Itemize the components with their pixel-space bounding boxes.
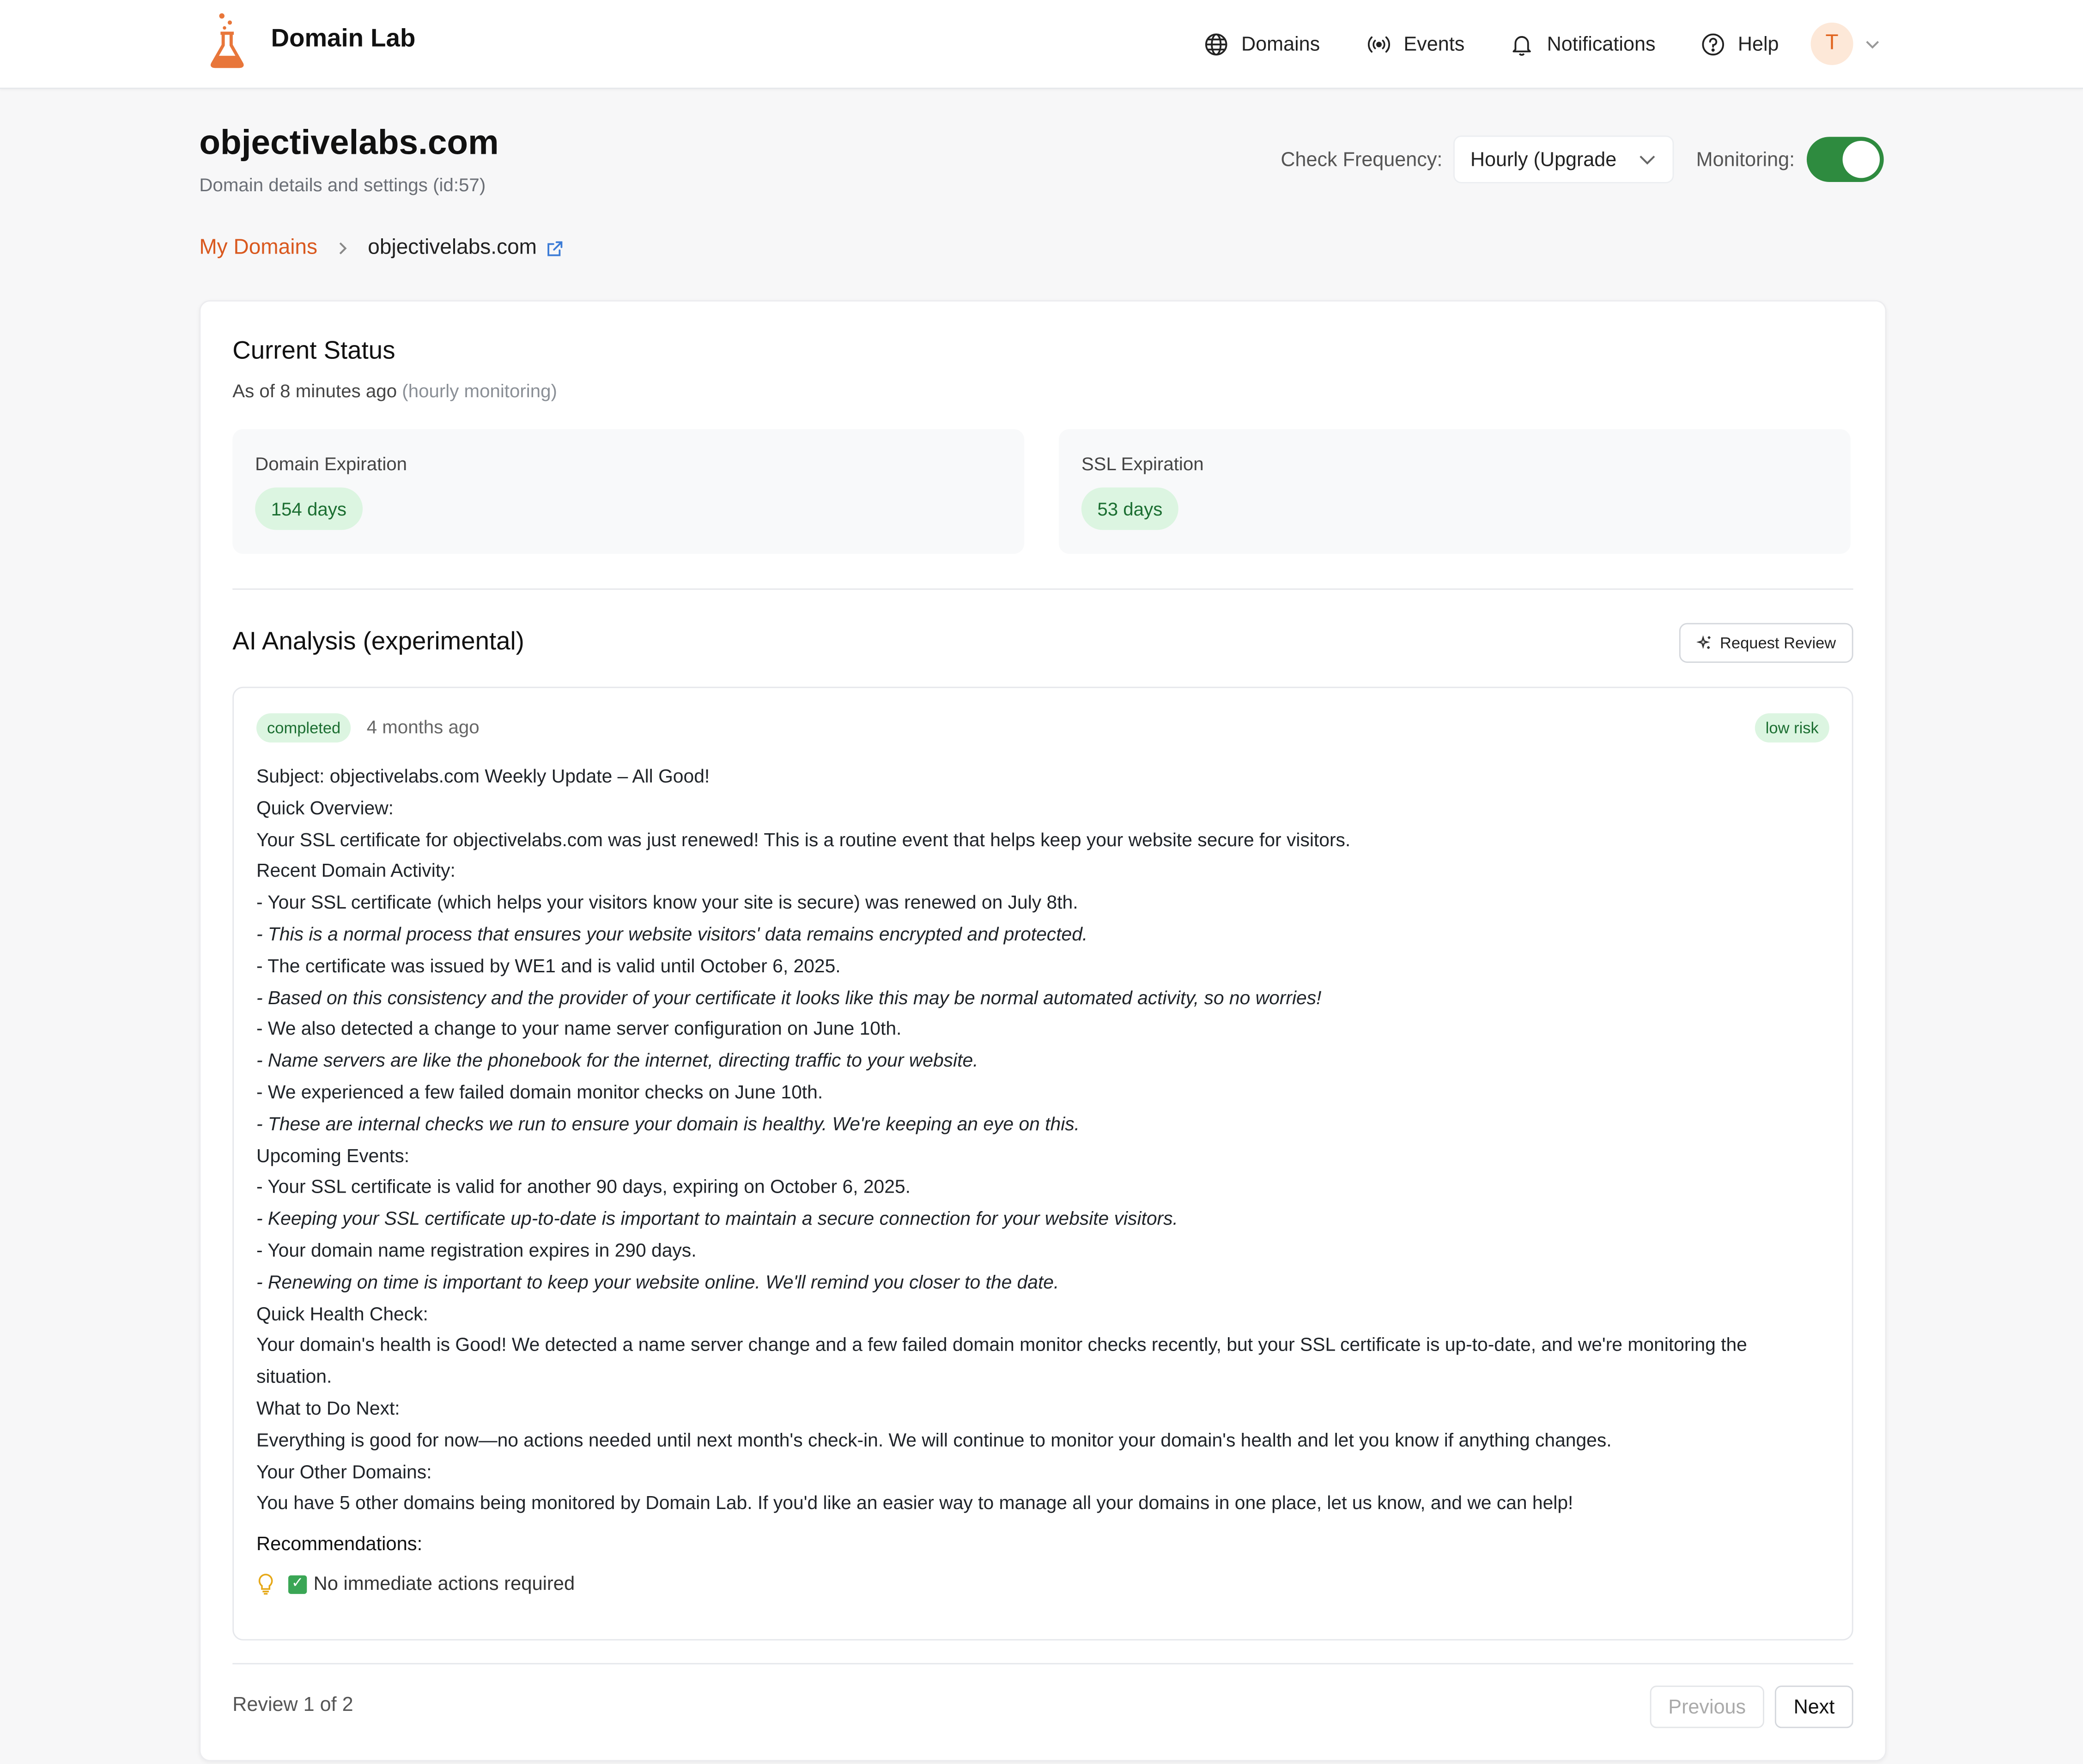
analysis-line: Quick Health Check: (256, 1303, 428, 1325)
avatar: T (1811, 23, 1853, 65)
analysis-line: You have 5 other domains being monitored by Domain Lab. If you'd like an easier way to manage all your domains in one place, let us know, and we can help! (256, 1493, 1573, 1515)
breadcrumb-my-domains[interactable]: My Domains (199, 236, 318, 259)
analysis-time: 4 months ago (366, 716, 480, 738)
analysis-line: - Keeping your SSL certificate up-to-date is important to maintain a secure connection for your website visitors. (256, 1209, 1178, 1231)
analysis-line: - This is a normal process that ensures your website visitors' data remains encrypted and protected. (256, 924, 1088, 946)
user-menu[interactable] (1811, 23, 1881, 65)
check-frequency-label: Check Frequency: (1281, 148, 1443, 171)
analysis-line: Quick Overview: (256, 798, 394, 819)
page-title: objectivelabs.com (199, 122, 499, 162)
risk-badge: low risk (1755, 713, 1829, 742)
status-as-of: As of 8 minutes ago (232, 380, 397, 401)
check-mark-icon: ✓ (288, 1575, 307, 1593)
analysis-line: - We also detected a change to your name server configuration on June 10th. (256, 1019, 902, 1041)
analysis-line: - These are internal checks we run to ensure your domain is healthy. We're keeping an eye on this. (256, 1114, 1080, 1136)
domain-details-card (199, 300, 1886, 1761)
status-timestamp (232, 380, 557, 401)
analysis-line: - Your SSL certificate is valid for another 90 days, expiring on October 6, 2025. (256, 1177, 911, 1199)
next-button[interactable]: Next (1775, 1685, 1853, 1728)
analysis-line: Your domain's health is Good! We detected a name server change and a few failed domain monitor checks recently, but your SSL certificate is up-to-date, and we're monitoring the situation. (256, 1335, 1747, 1388)
domain-expiration-box (232, 429, 1024, 554)
toggle-knob (1843, 141, 1880, 178)
analysis-line: Recent Domain Activity: (256, 861, 455, 883)
monitoring-controls (1281, 135, 1883, 183)
chevron-down-icon (1638, 150, 1656, 169)
external-link-icon[interactable] (545, 238, 565, 258)
check-frequency-select[interactable] (1453, 135, 1673, 183)
lightbulb-icon (256, 1573, 275, 1595)
nav-domains[interactable] (1204, 31, 1320, 57)
nav-notifications-label: Notifications (1547, 32, 1656, 55)
broadcast-icon (1365, 31, 1392, 57)
nav-help[interactable] (1700, 31, 1779, 57)
analysis-line: - Renewing on time is important to keep your website online. We'll remind you closer to the date. (256, 1272, 1059, 1294)
help-circle-icon (1700, 31, 1726, 57)
domain-expiration-label: Domain Expiration (255, 453, 407, 474)
status-badge: completed (256, 713, 351, 742)
ai-analysis-title: AI Analysis (experimental) (232, 628, 524, 656)
recommendation-item (256, 1573, 575, 1595)
analysis-line: Everything is good for now—no actions needed until next month's check-in. We will continue to monitor your domain's health and let you know if anything changes. (256, 1430, 1612, 1452)
request-review-button[interactable] (1679, 623, 1853, 663)
ssl-expiration-box (1059, 429, 1851, 554)
status-mode: (hourly monitoring) (402, 380, 557, 401)
analysis-line: Subject: objectivelabs.com Weekly Update – All Good! (256, 766, 710, 788)
analysis-panel (232, 687, 1853, 1641)
app-name: Domain Lab (271, 25, 416, 54)
pagination (1650, 1685, 1853, 1728)
breadcrumb (199, 236, 565, 261)
analysis-line: - Your domain name registration expires in 290 days. (256, 1240, 697, 1262)
main-nav (1159, 0, 1881, 88)
analysis-line: Your SSL certificate for objectivelabs.com was just renewed! This is a routine event that helps keep your website secure for visitors. (256, 830, 1351, 851)
analysis-line: Upcoming Events: (256, 1146, 410, 1167)
top-navbar (0, 0, 2083, 89)
domain-expiration-badge: 154 days (255, 487, 362, 530)
ssl-expiration-badge: 53 days (1081, 487, 1178, 530)
analysis-body (256, 763, 1824, 1521)
nav-notifications[interactable] (1510, 31, 1655, 57)
nav-events[interactable] (1365, 31, 1464, 57)
section-divider (232, 588, 1853, 590)
analysis-line: - Your SSL certificate (which helps your visitors know your site is secure) was renewed on July 8th. (256, 893, 1078, 915)
previous-button[interactable]: Previous (1650, 1685, 1764, 1728)
monitoring-label: Monitoring: (1696, 148, 1795, 171)
analysis-line: - Based on this consistency and the provider of your certificate it looks like this may be normal automated activity, so no worries! (256, 988, 1322, 1009)
sparkle-icon (1696, 635, 1712, 651)
nav-events-label: Events (1403, 32, 1465, 55)
check-frequency-value: Hourly (Upgrade (1470, 148, 1617, 171)
analysis-line: - Name servers are like the phonebook for the internet, directing traffic to your website. (256, 1051, 978, 1073)
nav-domains-label: Domains (1241, 32, 1320, 55)
analysis-line: What to Do Next: (256, 1398, 400, 1420)
brand[interactable] (207, 11, 416, 69)
analysis-line: - We experienced a few failed domain monitor checks on June 10th. (256, 1082, 823, 1104)
nav-help-label: Help (1737, 32, 1779, 55)
page-subtitle: Domain details and settings (id:57) (199, 174, 486, 195)
bell-icon (1510, 31, 1535, 57)
monitoring-toggle[interactable] (1807, 137, 1884, 182)
chevron-right-icon (336, 241, 349, 257)
current-status-title: Current Status (232, 337, 395, 365)
pagination-divider (232, 1663, 1853, 1664)
globe-icon (1204, 31, 1230, 57)
request-review-label: Request Review (1719, 633, 1836, 652)
recommendations-title: Recommendations: (256, 1534, 423, 1556)
analysis-line: - The certificate was issued by WE1 and is valid until October 6, 2025. (256, 956, 841, 977)
breadcrumb-current: objectivelabs.com (368, 236, 537, 259)
review-count: Review 1 of 2 (232, 1693, 353, 1716)
flask-logo-icon (207, 11, 247, 69)
recommendation-text: No immediate actions required (313, 1573, 575, 1595)
chevron-down-icon (1864, 35, 1881, 52)
analysis-line: Your Other Domains: (256, 1461, 432, 1483)
ssl-expiration-label: SSL Expiration (1081, 453, 1204, 474)
